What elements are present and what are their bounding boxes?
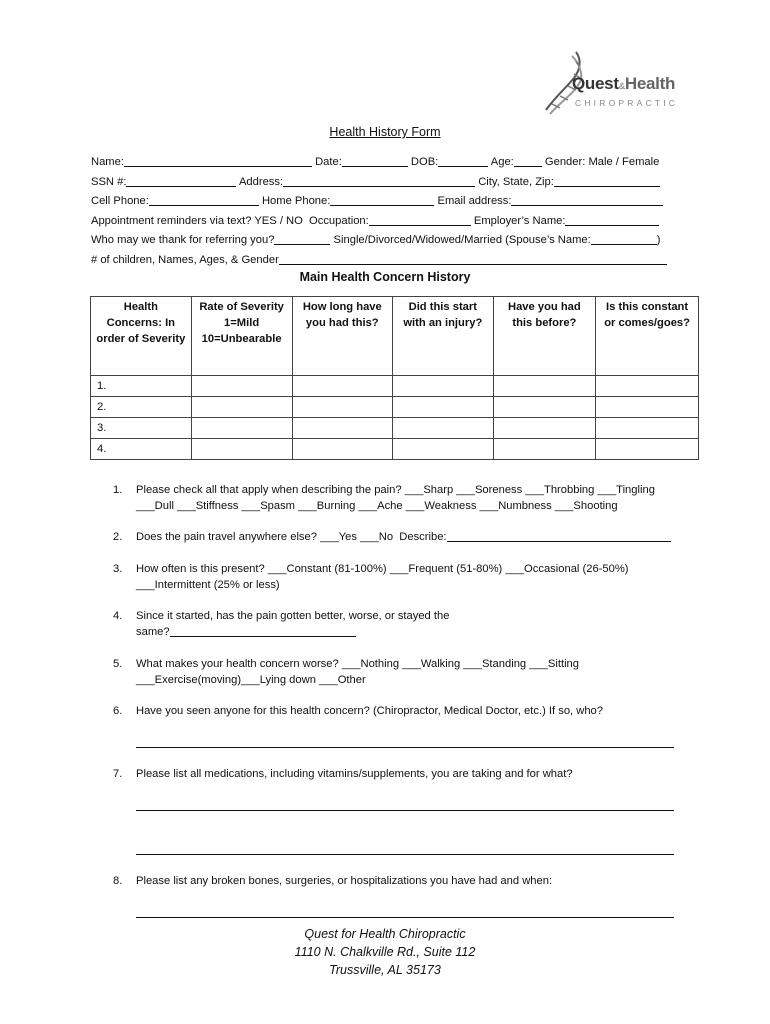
- table-header: How long have you had this?: [292, 297, 392, 376]
- table-cell[interactable]: [191, 418, 292, 439]
- cell-phone-label: Cell Phone:: [91, 195, 149, 207]
- dob-field[interactable]: [438, 155, 488, 167]
- pain-description-options[interactable]: Please check all that apply when describing the pain? ___Sharp ___Soreness ___Throbbing ___Tingling ___Dull ___Stiffness ___Spasm ___Burning ___Ache ___Weakness ___Numbness ___Shooting: [136, 484, 655, 512]
- describe-field[interactable]: [447, 530, 671, 542]
- logo-wordmark: Quest&Health: [572, 74, 676, 93]
- pain-travel-question[interactable]: Does the pain travel anywhere else? ___Yes ___No Describe:: [136, 529, 696, 545]
- occupation-field[interactable]: [369, 214, 471, 226]
- table-cell[interactable]: [596, 418, 699, 439]
- table-row: [91, 439, 699, 460]
- marital-status-label: Single/Divorced/Widowed/Married (Spouse’s Name:: [333, 234, 591, 246]
- table-row: [91, 376, 699, 397]
- home-phone-label: Home Phone:: [261, 195, 331, 207]
- pain-progress-question: Since it started, has the pain gotten better, worse, or stayed the same?: [136, 610, 450, 638]
- table-header: Rate of Severity 1=Mild 10=Unbearable: [191, 297, 292, 376]
- address-label: Address:: [238, 176, 284, 188]
- quest-health-logo: [538, 48, 678, 118]
- table-cell[interactable]: [493, 397, 596, 418]
- pain-progress-field[interactable]: [170, 625, 356, 637]
- age-field[interactable]: [514, 155, 542, 167]
- table-cell[interactable]: [292, 418, 392, 439]
- row-number: 4.: [91, 439, 192, 460]
- medications-question: Please list all medications, including vitamins/supplements, you are taking and for what?: [136, 768, 573, 780]
- date-label: Date:: [315, 156, 342, 168]
- date-field[interactable]: [342, 155, 408, 167]
- ssn-label: SSN #:: [91, 176, 127, 188]
- form-title: Health History Form: [329, 125, 441, 139]
- clinic-city: Trussville, AL 35173: [329, 963, 441, 977]
- fields-row-5: Who may we thank for referring you? Single/Divorced/Widowed/Married (Spouse’s Name: ): [91, 234, 661, 246]
- table-cell[interactable]: [596, 439, 699, 460]
- table-cell[interactable]: [393, 397, 494, 418]
- table-cell[interactable]: [191, 439, 292, 460]
- table-cell[interactable]: [596, 397, 699, 418]
- clinic-name: Quest for Health Chiropractic: [304, 927, 466, 941]
- row-number: 3.: [91, 418, 192, 439]
- table-cell[interactable]: [292, 439, 392, 460]
- table-cell[interactable]: [191, 397, 292, 418]
- city-state-zip-label: City, State, Zip:: [478, 176, 554, 188]
- children-label: # of children, Names, Ages, & Gender: [91, 254, 279, 266]
- referral-field[interactable]: [274, 233, 330, 245]
- table-cell[interactable]: [493, 418, 596, 439]
- referral-label: Who may we thank for referring you?: [91, 234, 275, 246]
- logo-subtitle: CHIROPRACTIC: [575, 98, 679, 108]
- fields-row-6: [91, 253, 667, 267]
- table-header: Health Concerns: In order of Severity: [91, 297, 192, 376]
- table-cell[interactable]: [393, 418, 494, 439]
- medications-answer-line-2[interactable]: [136, 854, 674, 855]
- table-cell[interactable]: [393, 376, 494, 397]
- prior-care-question: Have you seen anyone for this health concern? (Chiropractor, Medical Doctor, etc.) If so, who?: [136, 705, 604, 717]
- home-phone-field[interactable]: [330, 194, 434, 206]
- gender-field[interactable]: Gender: Male / Female: [544, 156, 660, 168]
- city-state-zip-field[interactable]: [554, 175, 660, 187]
- prior-care-answer-line[interactable]: [136, 747, 674, 748]
- fields-row-4: [91, 214, 659, 228]
- table-cell[interactable]: [191, 376, 292, 397]
- pain-frequency-options[interactable]: How often is this present? ___Constant (81-100%) ___Frequent (51-80%) ___Occasional (26-50%) ___Intermittent (25% or less): [136, 563, 629, 591]
- row-number: 2.: [91, 397, 192, 418]
- table-cell[interactable]: [596, 376, 699, 397]
- table-header: Have you had this before?: [493, 297, 596, 376]
- table-header: Did this start with an injury?: [393, 297, 494, 376]
- health-concern-table: [90, 296, 699, 460]
- main-concern-title: Main Health Concern History: [299, 270, 471, 284]
- table-cell[interactable]: [292, 376, 392, 397]
- fields-row-3: [91, 194, 663, 208]
- children-field[interactable]: [279, 253, 667, 265]
- employer-label: Employer’s Name:: [473, 215, 566, 227]
- table-cell[interactable]: [393, 439, 494, 460]
- injuries-surgeries-question: Please list any broken bones, surgeries, or hospitalizations you have had and when:: [136, 875, 553, 887]
- fields-row-2: [91, 175, 660, 189]
- worsening-factors-options[interactable]: What makes your health concern worse? ___Nothing ___Walking ___Standing ___Sitting ___Exercise(moving)___Lying down ___Other: [136, 658, 580, 686]
- dob-label: DOB:: [410, 156, 439, 168]
- table-header: Is this constant or comes/goes?: [596, 297, 699, 376]
- clinic-street: 1110 N. Chalkville Rd., Suite 112: [294, 945, 476, 959]
- name-field[interactable]: [124, 155, 312, 167]
- table-cell[interactable]: [493, 439, 596, 460]
- employer-field[interactable]: [565, 214, 659, 226]
- row-number: 1.: [91, 376, 192, 397]
- fields-row-1: [91, 155, 659, 169]
- table-row: [91, 397, 699, 418]
- medications-answer-line-1[interactable]: [136, 810, 674, 811]
- table-header-row: [91, 297, 699, 376]
- ssn-field[interactable]: [126, 175, 236, 187]
- email-field[interactable]: [511, 194, 663, 206]
- reminders-occupation-label: Appointment reminders via text? YES / NO Occupation:: [91, 215, 369, 227]
- table-cell[interactable]: [493, 376, 596, 397]
- age-label: Age:: [490, 156, 514, 168]
- email-label: Email address:: [437, 195, 512, 207]
- clinic-address: [0, 925, 770, 979]
- name-label: Name:: [91, 156, 124, 168]
- table-cell[interactable]: [292, 397, 392, 418]
- address-field[interactable]: [283, 175, 475, 187]
- injuries-answer-line[interactable]: [136, 917, 674, 918]
- table-row: [91, 418, 699, 439]
- spouse-name-field[interactable]: [591, 233, 657, 245]
- cell-phone-field[interactable]: [149, 194, 259, 206]
